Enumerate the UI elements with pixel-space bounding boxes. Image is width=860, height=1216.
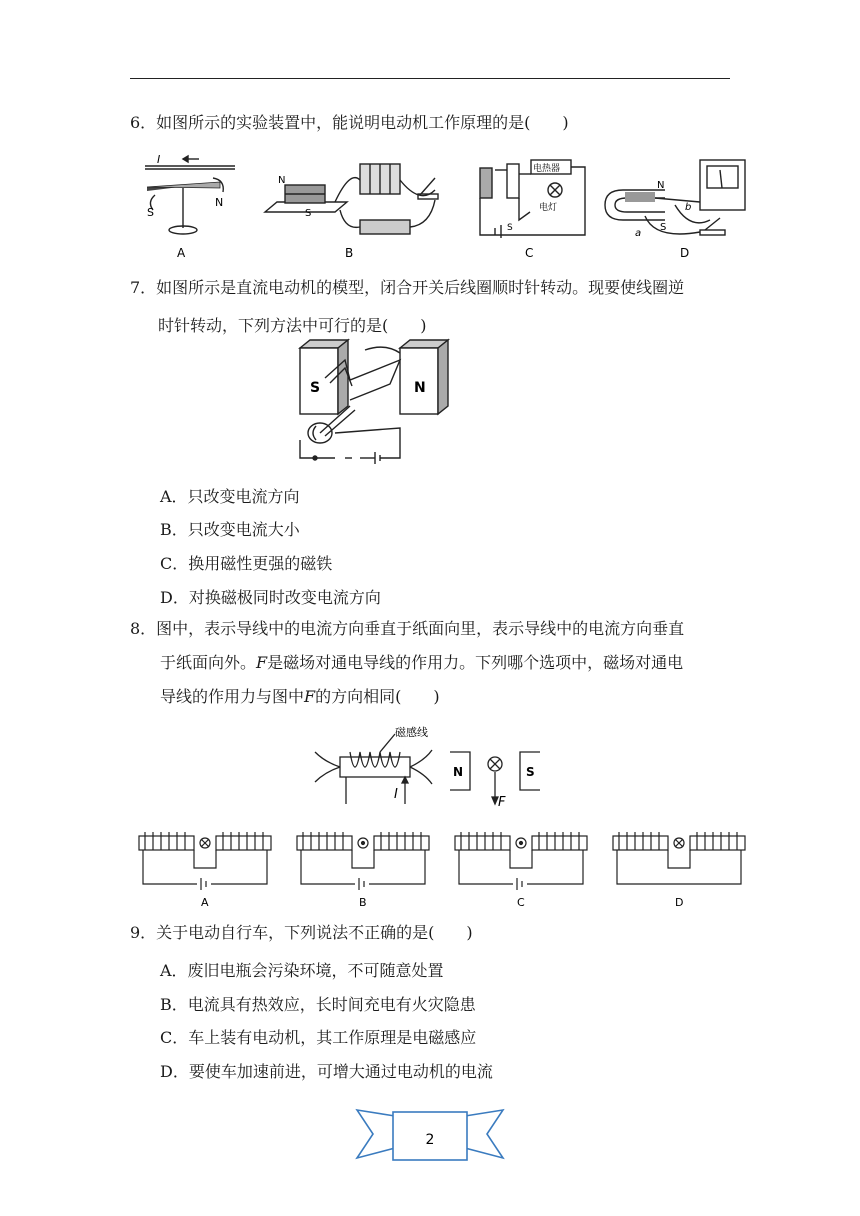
q8-reference-figure: [310, 722, 550, 812]
q9-option-a[interactable]: A．废旧电瓶会污染环境，不可随意处置: [160, 961, 444, 980]
q6-b-n-label: N: [278, 175, 286, 186]
q7-line-1: 7．如图所示是直流电动机的模型，闭合开关后线圈顺时针转动。现要使线圈逆: [130, 278, 685, 297]
q6-label-b: B: [345, 246, 354, 260]
q6-d-b-label: b: [685, 202, 692, 213]
page-number: 2: [425, 1132, 435, 1148]
q6-figures: [135, 150, 755, 265]
q7-option-b[interactable]: B．只改变电流大小: [160, 520, 300, 539]
q8-field-line-label: 磁感线: [395, 726, 428, 739]
q6-label-a: A: [177, 246, 186, 260]
page-number-ribbon: [355, 1100, 505, 1168]
q6-a-n-label: N: [215, 196, 224, 209]
q8-option-b-label: B: [359, 896, 367, 909]
q7-option-a[interactable]: A．只改变电流方向: [160, 487, 300, 506]
q6-label-c: C: [525, 246, 534, 260]
q8-n-pole-label: N: [453, 765, 464, 779]
q8-line-3: 导线的作用力与图中F的方向相同( ): [160, 687, 440, 706]
q8-option-figures: [135, 828, 755, 913]
q8-line-2: 于纸面向外。F是磁场对通电导线的作用力。下列哪个选项中，磁场对通电: [160, 653, 684, 672]
q6-d-a-label: a: [635, 228, 642, 239]
q8-s-pole-label: S: [526, 765, 535, 779]
q7-n-pole-label: N: [414, 380, 426, 396]
q6-label-d: D: [680, 246, 690, 260]
q6-d-s-label: S: [660, 222, 667, 233]
q7-option-c[interactable]: C．换用磁性更强的磁铁: [160, 554, 333, 573]
q6-text: 6．如图所示的实验装置中，能说明电动机工作原理的是( ): [130, 113, 569, 132]
q7-motor-figure: [290, 338, 455, 468]
q8-current-label: I: [394, 787, 398, 802]
q9-option-d[interactable]: D．要使车加速前进，可增大通过电动机的电流: [160, 1062, 493, 1081]
q8-option-d-label: D: [675, 896, 684, 909]
q6-a-current-label: I: [157, 153, 161, 166]
q6-b-s-label: S: [305, 208, 312, 219]
q9-option-c[interactable]: C．车上装有电动机，其工作原理是电磁感应: [160, 1028, 477, 1047]
q7-option-d[interactable]: D．对换磁极同时改变电流方向: [160, 588, 381, 607]
q7-line-2: 时针转动，下列方法中可行的是( ): [158, 316, 427, 335]
q9-option-b[interactable]: B．电流具有热效应，长时间充电有火灾隐患: [160, 995, 476, 1014]
q6-d-n-label: N: [657, 180, 665, 191]
q6-c-lamp-label: 电灯: [539, 203, 558, 213]
header-rule: [130, 78, 730, 79]
q8-option-c-label: C: [517, 896, 525, 909]
q9-text: 9．关于电动自行车，下列说法不正确的是( ): [130, 923, 473, 942]
q7-s-pole-label: S: [310, 380, 321, 396]
q8-option-a-label: A: [201, 896, 209, 909]
q8-force-label: F: [498, 795, 506, 810]
q6-c-heater-label: 电热器: [533, 164, 561, 174]
q6-a-s-label: S: [147, 206, 154, 219]
q8-line-1: 8．图中，表示导线中的电流方向垂直于纸面向里，表示导线中的电流方向垂直: [130, 619, 685, 638]
q6-c-switch-label: S: [507, 223, 513, 233]
